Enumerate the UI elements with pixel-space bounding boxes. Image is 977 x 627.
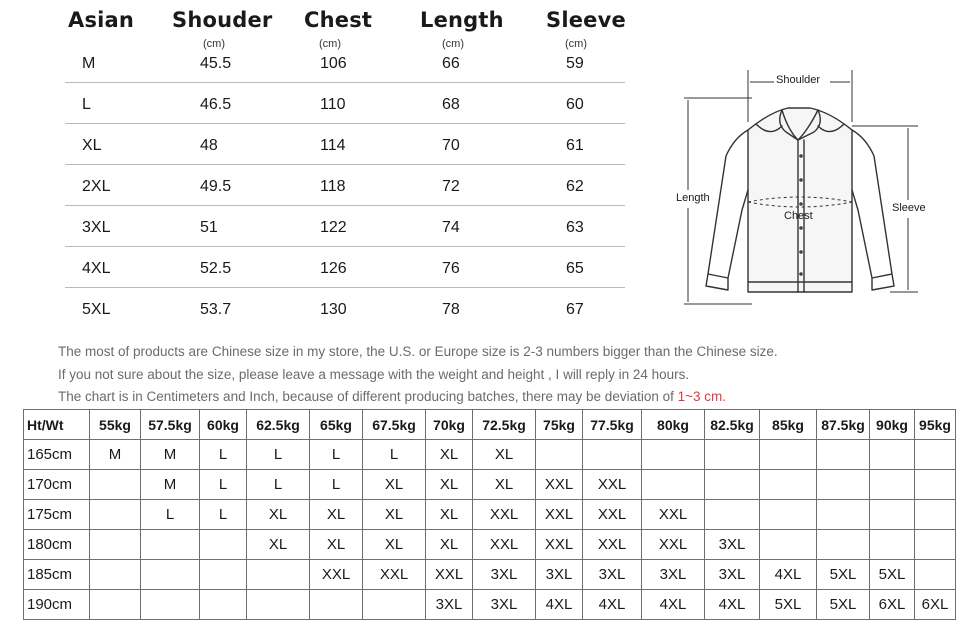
size-row <box>50 83 625 124</box>
size-label: 2XL <box>82 178 111 195</box>
size-cell: XL <box>363 530 426 560</box>
height-label: 190cm <box>24 590 90 620</box>
size-cell <box>817 470 870 500</box>
size-cell <box>870 470 915 500</box>
size-cell: XXL <box>536 500 583 530</box>
grid-row <box>24 590 956 620</box>
size-value: 126 <box>320 260 347 277</box>
size-value: 122 <box>320 219 347 236</box>
weight-header: 57.5kg <box>141 410 200 440</box>
header-sleeve: Sleeve <box>546 8 626 32</box>
weight-header: 80kg <box>642 410 705 440</box>
size-cell <box>915 470 956 500</box>
size-cell: 4XL <box>760 560 817 590</box>
size-cell: 4XL <box>536 590 583 620</box>
size-cell <box>310 590 363 620</box>
size-cell: 5XL <box>817 560 870 590</box>
size-notes <box>58 341 778 409</box>
note-line-1: The most of products are Chinese size in my store, the U.S. or Europe size is 2-3 numbers bigger than the Chinese size. <box>58 344 778 359</box>
size-value: 45.5 <box>200 55 232 72</box>
weight-header: 77.5kg <box>583 410 642 440</box>
weight-header: 75kg <box>536 410 583 440</box>
size-value: 67 <box>566 301 584 318</box>
size-cell <box>817 530 870 560</box>
unit-chest: (cm) <box>319 38 341 50</box>
size-cell: 3XL <box>473 590 536 620</box>
weight-header: 90kg <box>870 410 915 440</box>
size-cell: 3XL <box>583 560 642 590</box>
chest-label: Chest <box>784 210 813 222</box>
grid-row <box>24 530 956 560</box>
size-label: L <box>82 96 91 113</box>
size-label: 3XL <box>82 219 111 236</box>
height-label: 170cm <box>24 470 90 500</box>
size-cell <box>200 530 247 560</box>
size-cell <box>141 560 200 590</box>
size-label: 4XL <box>82 260 111 277</box>
size-cell <box>760 530 817 560</box>
size-cell <box>705 470 760 500</box>
size-cell <box>760 500 817 530</box>
size-value: 66 <box>442 55 460 72</box>
size-cell <box>90 590 141 620</box>
size-cell: XL <box>310 500 363 530</box>
size-cell: XXL <box>473 500 536 530</box>
size-cell: 5XL <box>760 590 817 620</box>
shirt-measurement-diagram <box>670 60 940 320</box>
size-cell <box>247 590 310 620</box>
size-value: 130 <box>320 301 347 318</box>
weight-header: 87.5kg <box>817 410 870 440</box>
size-cell: M <box>141 470 200 500</box>
size-cell: L <box>200 470 247 500</box>
size-cell: XL <box>426 470 473 500</box>
size-value: 46.5 <box>200 96 232 113</box>
height-label: 185cm <box>24 560 90 590</box>
size-value: 114 <box>320 137 346 154</box>
size-cell: XL <box>363 500 426 530</box>
size-cell: XL <box>426 500 473 530</box>
size-cell <box>817 440 870 470</box>
size-value: 48 <box>200 137 218 154</box>
size-value: 72 <box>442 178 460 195</box>
size-cell: 4XL <box>642 590 705 620</box>
size-cell: XL <box>363 470 426 500</box>
weight-header: 55kg <box>90 410 141 440</box>
deviation-highlight: 1~3 cm. <box>677 389 727 404</box>
size-cell <box>870 500 915 530</box>
size-cell: XXL <box>583 470 642 500</box>
size-cell <box>200 590 247 620</box>
weight-header: 72.5kg <box>473 410 536 440</box>
size-cell: L <box>310 470 363 500</box>
size-cell: 3XL <box>705 530 760 560</box>
size-cell: L <box>200 440 247 470</box>
size-value: 52.5 <box>200 260 232 277</box>
header-shoulder: Shouder <box>172 8 273 32</box>
size-cell: XXL <box>536 530 583 560</box>
size-cell: XL <box>426 530 473 560</box>
size-cell <box>642 470 705 500</box>
size-cell: XL <box>310 530 363 560</box>
size-cell: 3XL <box>536 560 583 590</box>
size-value: 65 <box>566 260 584 277</box>
size-label: XL <box>82 137 102 154</box>
size-cell <box>536 440 583 470</box>
size-cell <box>817 500 870 530</box>
size-value: 61 <box>566 137 584 154</box>
shoulder-label: Shoulder <box>776 74 821 86</box>
grid-row <box>24 560 956 590</box>
size-value: 51 <box>200 219 218 236</box>
weight-header: 85kg <box>760 410 817 440</box>
size-cell <box>870 530 915 560</box>
size-cell <box>915 530 956 560</box>
size-row <box>50 42 625 83</box>
grid-header-row <box>24 410 956 440</box>
grid-row <box>24 470 956 500</box>
size-value: 60 <box>566 96 584 113</box>
header-asian: Asian <box>68 8 135 32</box>
size-row <box>50 124 625 165</box>
weight-header: 65kg <box>310 410 363 440</box>
size-cell <box>760 470 817 500</box>
grid-row <box>24 500 956 530</box>
grid-row <box>24 440 956 470</box>
grid-corner: Ht/Wt <box>24 410 90 440</box>
size-cell: 6XL <box>915 590 956 620</box>
size-cell: M <box>141 440 200 470</box>
size-cell: XXL <box>583 530 642 560</box>
size-cell <box>90 500 141 530</box>
size-cell <box>915 560 956 590</box>
weight-header: 95kg <box>915 410 956 440</box>
size-cell <box>363 590 426 620</box>
size-value: 68 <box>442 96 460 113</box>
size-row <box>50 288 625 329</box>
size-cell <box>870 440 915 470</box>
size-row <box>50 165 625 206</box>
size-cell: L <box>141 500 200 530</box>
unit-length: (cm) <box>442 38 464 50</box>
size-cell: XL <box>473 440 536 470</box>
weight-header: 70kg <box>426 410 473 440</box>
weight-header: 67.5kg <box>363 410 426 440</box>
size-cell <box>760 440 817 470</box>
size-cell <box>705 500 760 530</box>
weight-header: 82.5kg <box>705 410 760 440</box>
height-weight-grid <box>23 409 956 620</box>
note-line-3 <box>58 386 778 409</box>
size-value: 106 <box>320 55 347 72</box>
header-length: Length <box>420 8 504 32</box>
size-cell: L <box>247 440 310 470</box>
size-cell <box>642 440 705 470</box>
size-cell: 3XL <box>473 560 536 590</box>
size-value: 59 <box>566 55 584 72</box>
size-cell: XXL <box>536 470 583 500</box>
size-cell: L <box>200 500 247 530</box>
size-cell: 4XL <box>705 590 760 620</box>
unit-shoulder: (cm) <box>203 38 225 50</box>
note-line-2: If you not sure about the size, please leave a message with the weight and height , I will reply in 24 hours. <box>58 366 690 382</box>
height-label: 175cm <box>24 500 90 530</box>
size-cell <box>141 590 200 620</box>
size-value: 62 <box>566 178 584 195</box>
size-cell <box>247 560 310 590</box>
size-cell: XXL <box>642 530 705 560</box>
size-cell: XL <box>247 500 310 530</box>
size-value: 63 <box>566 219 584 236</box>
size-cell: 5XL <box>817 590 870 620</box>
size-cell: 3XL <box>705 560 760 590</box>
size-value: 49.5 <box>200 178 232 195</box>
size-label: M <box>82 55 96 72</box>
size-cell: 6XL <box>870 590 915 620</box>
height-label: 165cm <box>24 440 90 470</box>
size-cell <box>90 530 141 560</box>
size-cell <box>200 560 247 590</box>
header-chest: Chest <box>304 8 373 32</box>
size-cell: XL <box>473 470 536 500</box>
size-value: 70 <box>442 137 460 154</box>
sleeve-label: Sleeve <box>892 202 926 214</box>
size-cell <box>90 560 141 590</box>
size-cell: XL <box>426 440 473 470</box>
size-cell <box>583 440 642 470</box>
size-cell: L <box>310 440 363 470</box>
size-label: 5XL <box>82 301 111 318</box>
weight-header: 60kg <box>200 410 247 440</box>
size-cell: 3XL <box>642 560 705 590</box>
size-value: 53.7 <box>200 301 232 318</box>
shirt-icon <box>670 60 940 320</box>
length-label: Length <box>676 192 710 204</box>
unit-sleeve: (cm) <box>565 38 587 50</box>
size-row <box>50 247 625 288</box>
size-cell: 5XL <box>870 560 915 590</box>
size-cell: M <box>90 440 141 470</box>
size-cell: XXL <box>310 560 363 590</box>
size-value: 118 <box>320 178 346 195</box>
size-cell: XXL <box>426 560 473 590</box>
size-cell: 4XL <box>583 590 642 620</box>
weight-header: 62.5kg <box>247 410 310 440</box>
size-cell: L <box>363 440 426 470</box>
size-cell: XXL <box>583 500 642 530</box>
size-value: 76 <box>442 260 460 277</box>
size-cell: XXL <box>363 560 426 590</box>
size-cell: L <box>247 470 310 500</box>
size-cell: XXL <box>642 500 705 530</box>
size-value: 110 <box>320 96 346 113</box>
size-cell <box>705 440 760 470</box>
note-line-3-text: The chart is in Centimeters and Inch, because of different producing batches, there may be deviation of <box>58 389 678 404</box>
size-cell <box>915 500 956 530</box>
size-row <box>50 206 625 247</box>
size-value: 78 <box>442 301 460 318</box>
size-value: 74 <box>442 219 460 236</box>
size-cell: XXL <box>473 530 536 560</box>
size-cell: XL <box>247 530 310 560</box>
size-cell: 3XL <box>426 590 473 620</box>
size-cell <box>90 470 141 500</box>
height-label: 180cm <box>24 530 90 560</box>
size-cell <box>915 440 956 470</box>
size-cell <box>141 530 200 560</box>
